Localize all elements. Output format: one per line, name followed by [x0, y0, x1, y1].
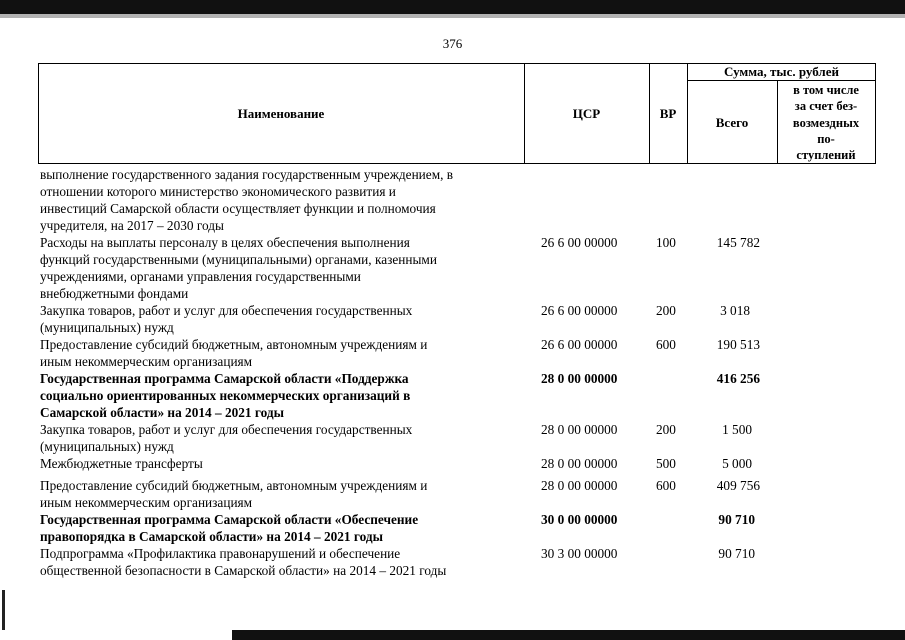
- header-amount-divider: [687, 80, 876, 81]
- row-3-csr: 26 6 00 00000: [541, 337, 618, 352]
- row-7-text: Предоставление субсидий бюджетным, автономным учреждениям и иным некоммерческим организациям: [40, 478, 428, 510]
- row-5-total: 1 500: [722, 422, 752, 437]
- row-7-csr: 28 0 00 00000: [541, 478, 618, 493]
- row-2-text: Закупка товаров, работ и услуг для обеспечения государственных (муниципальных) нужд: [40, 303, 413, 335]
- row-1-vr: 100: [656, 235, 676, 250]
- row-3-text: Предоставление субсидий бюджетным, автономным учреждениям и иным некоммерческим организациям: [40, 337, 428, 369]
- row-7-vr: 600: [656, 478, 676, 493]
- row-1-csr: 26 6 00 00000: [541, 235, 618, 250]
- scan-border-bottom: [232, 630, 905, 640]
- row-7-total: 409 756: [716, 478, 760, 493]
- header-amount: Сумма, тыс. рублей: [724, 64, 839, 79]
- row-4-text: Государственная программа Самарской области «Поддержка социально ориентированных некоммерческих организаций в Самарской области» на 2014 – 2021 годы: [40, 371, 411, 420]
- row-3-total: 190 513: [716, 337, 760, 352]
- row-9-text: Подпрограмма «Профилактика правонарушений и обеспечение общественной безопасности в Самарской области» на 2014 – 2021 годы: [40, 546, 447, 578]
- row-6-text: Межбюджетные трансферты: [40, 456, 203, 471]
- row-9-total: 90 710: [718, 546, 755, 561]
- header-including: в том числе за счет без- возмездных по- ступлений: [792, 83, 860, 163]
- row-5-vr: 200: [656, 422, 676, 437]
- row-3-vr: 600: [656, 337, 676, 352]
- row-1-total: 145 782: [716, 235, 760, 250]
- header-total: Всего: [715, 115, 749, 130]
- header-csr: ЦСР: [572, 106, 601, 121]
- row-6-vr: 500: [656, 456, 676, 471]
- row-4-total: 416 256: [716, 371, 760, 386]
- row-2-total: 3 018: [720, 303, 750, 318]
- row-6-csr: 28 0 00 00000: [541, 456, 618, 471]
- row-0-text: выполнение государственного задания государственным учреждением, в отношении которого министерство экономического развития и инвестиций Самарской области осуществляет функции и полномочия учредителя, на 2017 – 2030 годы: [40, 167, 454, 233]
- row-1-text: Расходы на выплаты персоналу в целях обеспечения выполнения функций государственными (муниципальными) органами, казенными учреждениями, органами управления государственными внебюджетными фондами: [40, 235, 437, 301]
- row-8-total: 90 710: [718, 512, 755, 527]
- row-5-text: Закупка товаров, работ и услуг для обеспечения государственных (муниципальных) нужд: [40, 422, 413, 454]
- row-8-text: Государственная программа Самарской области «Обеспечение правопорядка в Самарской области» на 2014 – 2021 годы: [40, 512, 419, 544]
- scan-border-top: [0, 0, 905, 14]
- row-9-csr: 30 3 00 00000: [541, 546, 618, 561]
- scan-shadow-top: [0, 14, 905, 18]
- page-number: 376: [442, 36, 463, 51]
- scan-mark-left: [2, 590, 5, 630]
- row-2-csr: 26 6 00 00000: [541, 303, 618, 318]
- row-2-vr: 200: [656, 303, 676, 318]
- header-name: Наименование: [237, 106, 325, 121]
- header-bottom-border: [38, 163, 876, 164]
- row-6-total: 5 000: [722, 456, 752, 471]
- header-vr: ВР: [659, 106, 677, 121]
- row-4-csr: 28 0 00 00000: [541, 371, 618, 386]
- row-8-csr: 30 0 00 00000: [541, 512, 618, 527]
- row-5-csr: 28 0 00 00000: [541, 422, 618, 437]
